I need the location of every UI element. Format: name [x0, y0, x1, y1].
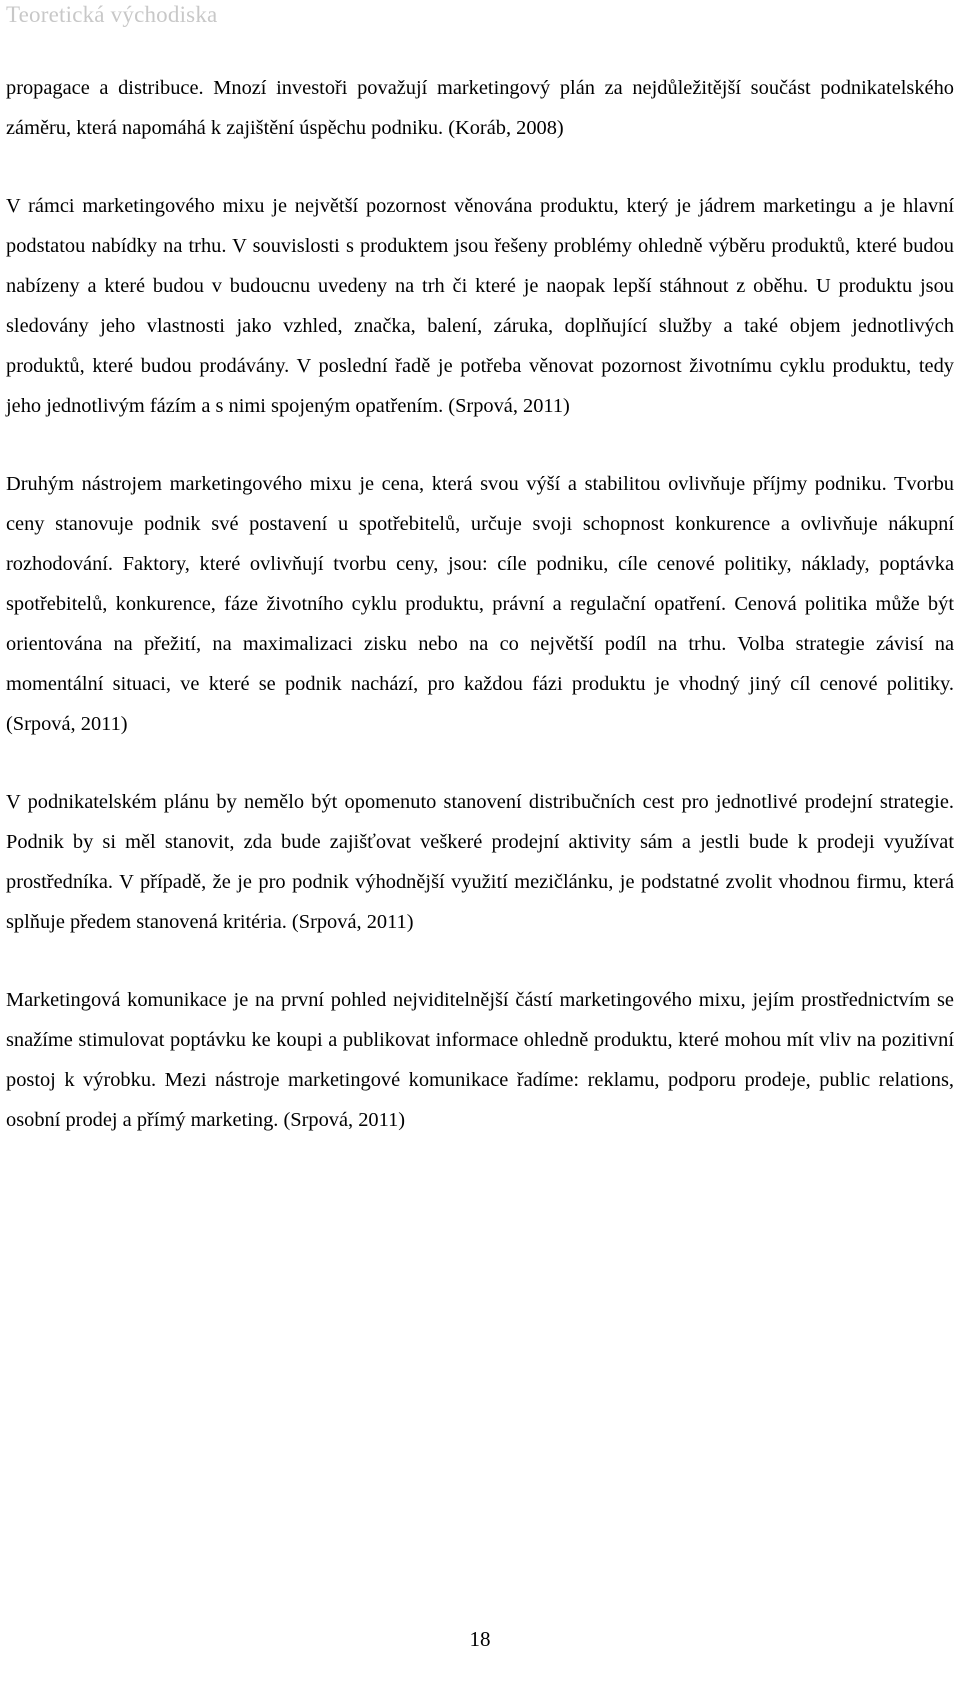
paragraph-distribution-intro: propagace a distribuce. Mnozí investoři považují marketingový plán za nejdůležitější součást podnikatelského záměru, která napomáhá k zajištění úspěchu podniku. (Koráb, 2008)	[6, 77, 954, 139]
body-text	[6, 68, 954, 1178]
paragraph-product: V rámci marketingového mixu je největší pozornost věnována produktu, který je jádrem marketingu a je hlavní podstatou nabídky na trhu. V souvislosti s produktem jsou řešeny problémy ohledně výběru produktů, které budou nabízeny a které budou v budoucnu uvedeny na trh či které je naopak lepší stáhnout z oběhu. U produktu jsou sledovány jeho vlastnosti jako vzhled, značka, balení, záruka, doplňující služby a také objem jednotlivých produktů, které budou prodávány. V poslední řadě je potřeba věnovat pozornost životnímu cyklu produktu, tedy jeho jednotlivým fázím a s nimi spojeným opatřením. (Srpová, 2011)	[6, 195, 954, 417]
page-number: 18	[469, 1627, 491, 1651]
paragraph-communication: Marketingová komunikace je na první pohled nejviditelnější částí marketingového mixu, jejím prostřednictvím se snažíme stimulovat poptávku ke koupi a publikovat informace ohledně produktu, které mohou mít vliv na pozitivní postoj k výrobku. Mezi nástroje marketingové komunikace řadíme: reklamu, podporu prodeje, public relations, osobní prodej a přímý marketing. (Srpová, 2011)	[6, 989, 954, 1131]
running-header: Teoretická východiska	[6, 2, 218, 27]
paragraph-distribution: V podnikatelském plánu by nemělo být opomenuto stanovení distribučních cest pro jednotlivé prodejní strategie. Podnik by si měl stanovit, zda bude zajišťovat veškeré prodejní aktivity sám a jestli bude k prodeji využívat prostředníka. V případě, že je pro podnik výhodnější využití mezičlánku, je podstatné zvolit vhodnou firmu, která splňuje předem stanovená kritéria. (Srpová, 2011)	[6, 791, 954, 933]
paragraph-price: Druhým nástrojem marketingového mixu je cena, která svou výší a stabilitou ovlivňuje příjmy podniku. Tvorbu ceny stanovuje podnik své postavení u spotřebitelů, určuje svoji schopnost konkurence a ovlivňuje nákupní rozhodování. Faktory, které ovlivňují tvorbu ceny, jsou: cíle podniku, cíle cenové politiky, náklady, poptávka spotřebitelů, konkurence, fáze životního cyklu produktu, právní a regulační opatření. Cenová politika může být orientována na přežití, na maximalizaci zisku nebo na co největší podíl na trhu. Volba strategie závisí na momentální situaci, ve které se podnik nachází, pro každou fázi produktu je vhodný jiný cíl cenové politiky. (Srpová, 2011)	[6, 473, 954, 735]
